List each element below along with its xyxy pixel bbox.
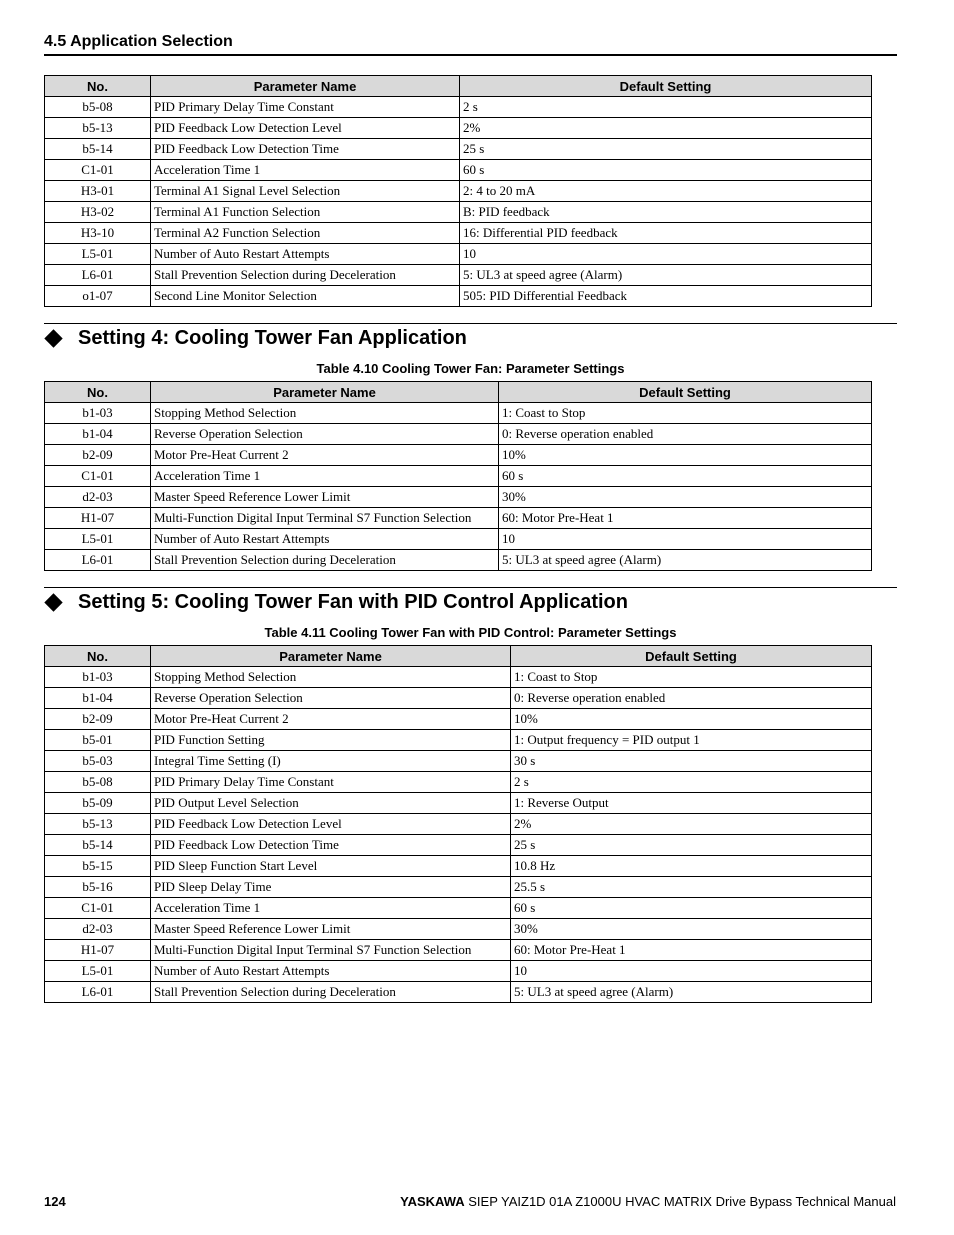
param-number-cell: L6-01 bbox=[45, 550, 151, 571]
default-setting-cell: 30% bbox=[499, 487, 872, 508]
param-number-cell: b5-15 bbox=[45, 856, 151, 877]
default-setting-cell: 0: Reverse operation enabled bbox=[499, 424, 872, 445]
param-number-cell: b1-04 bbox=[45, 688, 151, 709]
param-name-cell: Acceleration Time 1 bbox=[151, 160, 460, 181]
table-row bbox=[45, 508, 872, 529]
table-row bbox=[45, 202, 872, 223]
table-row bbox=[45, 403, 872, 424]
param-number-cell: C1-01 bbox=[45, 160, 151, 181]
param-number-cell: C1-01 bbox=[45, 898, 151, 919]
table-header-row bbox=[45, 382, 872, 403]
table-row bbox=[45, 730, 872, 751]
param-name-cell: Stopping Method Selection bbox=[151, 403, 499, 424]
default-setting-cell: 25 s bbox=[511, 835, 872, 856]
param-number-cell: b2-09 bbox=[45, 445, 151, 466]
param-number-cell: H1-07 bbox=[45, 508, 151, 529]
default-setting-cell: 30% bbox=[511, 919, 872, 940]
column-header-default: Default Setting bbox=[460, 76, 872, 97]
param-number-cell: b1-03 bbox=[45, 403, 151, 424]
param-name-cell: Number of Auto Restart Attempts bbox=[151, 961, 511, 982]
param-number-cell: H3-01 bbox=[45, 181, 151, 202]
parameter-table-4-11 bbox=[44, 645, 872, 1003]
param-name-cell: Acceleration Time 1 bbox=[151, 466, 499, 487]
param-number-cell: b5-13 bbox=[45, 118, 151, 139]
param-number-cell: H1-07 bbox=[45, 940, 151, 961]
default-setting-cell: 5: UL3 at speed agree (Alarm) bbox=[499, 550, 872, 571]
table-row bbox=[45, 223, 872, 244]
default-setting-cell: 2 s bbox=[460, 97, 872, 118]
param-name-cell: PID Function Setting bbox=[151, 730, 511, 751]
footer-manual-title bbox=[400, 1194, 896, 1209]
param-number-cell: b5-09 bbox=[45, 793, 151, 814]
parameter-table-top bbox=[44, 75, 872, 307]
param-name-cell: Master Speed Reference Lower Limit bbox=[151, 487, 499, 508]
table-row bbox=[45, 118, 872, 139]
setting5-heading bbox=[44, 591, 628, 614]
param-number-cell: b5-14 bbox=[45, 835, 151, 856]
table-row bbox=[45, 139, 872, 160]
param-name-cell: Reverse Operation Selection bbox=[151, 424, 499, 445]
param-number-cell: b2-09 bbox=[45, 709, 151, 730]
default-setting-cell: 1: Coast to Stop bbox=[499, 403, 872, 424]
table-row bbox=[45, 856, 872, 877]
default-setting-cell: 5: UL3 at speed agree (Alarm) bbox=[460, 265, 872, 286]
column-header-name: Parameter Name bbox=[151, 76, 460, 97]
column-header-no: No. bbox=[45, 382, 151, 403]
table-row bbox=[45, 97, 872, 118]
param-name-cell: PID Feedback Low Detection Level bbox=[151, 814, 511, 835]
table-row bbox=[45, 961, 872, 982]
param-name-cell: Multi-Function Digital Input Terminal S7 Function Selection bbox=[151, 508, 499, 529]
default-setting-cell: 10% bbox=[499, 445, 872, 466]
table-row bbox=[45, 445, 872, 466]
default-setting-cell: 10 bbox=[511, 961, 872, 982]
setting4-title: Setting 4: Cooling Tower Fan Application bbox=[78, 327, 467, 349]
column-header-no: No. bbox=[45, 646, 151, 667]
param-number-cell: b1-03 bbox=[45, 667, 151, 688]
param-number-cell: b5-16 bbox=[45, 877, 151, 898]
param-name-cell: Multi-Function Digital Input Terminal S7 Function Selection bbox=[151, 940, 511, 961]
default-setting-cell: 60: Motor Pre-Heat 1 bbox=[499, 508, 872, 529]
default-setting-cell: 10.8 Hz bbox=[511, 856, 872, 877]
default-setting-cell: 16: Differential PID feedback bbox=[460, 223, 872, 244]
table-row bbox=[45, 667, 872, 688]
table-row bbox=[45, 793, 872, 814]
table-row bbox=[45, 898, 872, 919]
table-row bbox=[45, 940, 872, 961]
table-row bbox=[45, 919, 872, 940]
param-name-cell: PID Output Level Selection bbox=[151, 793, 511, 814]
diamond-bullet-icon bbox=[44, 329, 62, 347]
param-number-cell: b5-01 bbox=[45, 730, 151, 751]
table-4-10-caption: Table 4.10 Cooling Tower Fan: Parameter Settings bbox=[316, 361, 625, 376]
section-rule bbox=[44, 323, 897, 324]
column-header-name: Parameter Name bbox=[151, 382, 499, 403]
table-header-row bbox=[45, 646, 872, 667]
param-number-cell: L5-01 bbox=[45, 529, 151, 550]
param-name-cell: PID Primary Delay Time Constant bbox=[151, 772, 511, 793]
param-name-cell: PID Feedback Low Detection Time bbox=[151, 139, 460, 160]
param-name-cell: Number of Auto Restart Attempts bbox=[151, 244, 460, 265]
default-setting-cell: 1: Output frequency = PID output 1 bbox=[511, 730, 872, 751]
param-number-cell: b1-04 bbox=[45, 424, 151, 445]
param-number-cell: L5-01 bbox=[45, 961, 151, 982]
default-setting-cell: B: PID feedback bbox=[460, 202, 872, 223]
param-name-cell: PID Sleep Delay Time bbox=[151, 877, 511, 898]
parameter-table-4-10 bbox=[44, 381, 872, 571]
param-name-cell: Motor Pre-Heat Current 2 bbox=[151, 709, 511, 730]
param-number-cell: C1-01 bbox=[45, 466, 151, 487]
column-header-default: Default Setting bbox=[499, 382, 872, 403]
param-name-cell: PID Feedback Low Detection Level bbox=[151, 118, 460, 139]
brand-name: YASKAWA bbox=[400, 1194, 465, 1209]
default-setting-cell: 25.5 s bbox=[511, 877, 872, 898]
table-row bbox=[45, 265, 872, 286]
param-number-cell: b5-08 bbox=[45, 772, 151, 793]
param-number-cell: b5-14 bbox=[45, 139, 151, 160]
table-row bbox=[45, 529, 872, 550]
param-name-cell: PID Sleep Function Start Level bbox=[151, 856, 511, 877]
section-rule bbox=[44, 587, 897, 588]
table-row bbox=[45, 982, 872, 1003]
param-name-cell: Terminal A1 Signal Level Selection bbox=[151, 181, 460, 202]
param-name-cell: Terminal A1 Function Selection bbox=[151, 202, 460, 223]
default-setting-cell: 60: Motor Pre-Heat 1 bbox=[511, 940, 872, 961]
default-setting-cell: 2: 4 to 20 mA bbox=[460, 181, 872, 202]
param-number-cell: b5-08 bbox=[45, 97, 151, 118]
param-number-cell: o1-07 bbox=[45, 286, 151, 307]
default-setting-cell: 2 s bbox=[511, 772, 872, 793]
default-setting-cell: 10 bbox=[460, 244, 872, 265]
table-row bbox=[45, 181, 872, 202]
default-setting-cell: 1: Coast to Stop bbox=[511, 667, 872, 688]
param-name-cell: Reverse Operation Selection bbox=[151, 688, 511, 709]
param-name-cell: Stall Prevention Selection during Deceleration bbox=[151, 982, 511, 1003]
param-number-cell: d2-03 bbox=[45, 487, 151, 508]
default-setting-cell: 25 s bbox=[460, 139, 872, 160]
column-header-name: Parameter Name bbox=[151, 646, 511, 667]
param-name-cell: Stall Prevention Selection during Deceleration bbox=[151, 550, 499, 571]
table-row bbox=[45, 286, 872, 307]
table-4-11-caption: Table 4.11 Cooling Tower Fan with PID Control: Parameter Settings bbox=[264, 625, 677, 640]
default-setting-cell: 10 bbox=[499, 529, 872, 550]
param-name-cell: Acceleration Time 1 bbox=[151, 898, 511, 919]
default-setting-cell: 0: Reverse operation enabled bbox=[511, 688, 872, 709]
setting5-title: Setting 5: Cooling Tower Fan with PID Control Application bbox=[78, 591, 628, 613]
default-setting-cell: 60 s bbox=[511, 898, 872, 919]
setting4-heading bbox=[44, 327, 467, 350]
table-row bbox=[45, 835, 872, 856]
param-name-cell: Master Speed Reference Lower Limit bbox=[151, 919, 511, 940]
param-number-cell: H3-02 bbox=[45, 202, 151, 223]
param-name-cell: Stopping Method Selection bbox=[151, 667, 511, 688]
param-name-cell: Second Line Monitor Selection bbox=[151, 286, 460, 307]
param-name-cell: Stall Prevention Selection during Deceleration bbox=[151, 265, 460, 286]
table-row bbox=[45, 550, 872, 571]
table-header-row bbox=[45, 76, 872, 97]
param-name-cell: Integral Time Setting (I) bbox=[151, 751, 511, 772]
table-row bbox=[45, 487, 872, 508]
default-setting-cell: 60 s bbox=[460, 160, 872, 181]
param-name-cell: Terminal A2 Function Selection bbox=[151, 223, 460, 244]
default-setting-cell: 505: PID Differential Feedback bbox=[460, 286, 872, 307]
param-number-cell: L6-01 bbox=[45, 982, 151, 1003]
diamond-bullet-icon bbox=[44, 593, 62, 611]
table-row bbox=[45, 877, 872, 898]
table-row bbox=[45, 688, 872, 709]
table-row bbox=[45, 244, 872, 265]
default-setting-cell: 30 s bbox=[511, 751, 872, 772]
default-setting-cell: 2% bbox=[511, 814, 872, 835]
section-header: 4.5 Application Selection bbox=[44, 33, 233, 50]
table-row bbox=[45, 709, 872, 730]
param-name-cell: Number of Auto Restart Attempts bbox=[151, 529, 499, 550]
default-setting-cell: 2% bbox=[460, 118, 872, 139]
param-name-cell: PID Feedback Low Detection Time bbox=[151, 835, 511, 856]
param-number-cell: b5-03 bbox=[45, 751, 151, 772]
table-row bbox=[45, 160, 872, 181]
param-number-cell: L6-01 bbox=[45, 265, 151, 286]
param-name-cell: Motor Pre-Heat Current 2 bbox=[151, 445, 499, 466]
page-number: 124 bbox=[44, 1194, 66, 1209]
table-row bbox=[45, 466, 872, 487]
default-setting-cell: 10% bbox=[511, 709, 872, 730]
default-setting-cell: 5: UL3 at speed agree (Alarm) bbox=[511, 982, 872, 1003]
default-setting-cell: 1: Reverse Output bbox=[511, 793, 872, 814]
param-number-cell: H3-10 bbox=[45, 223, 151, 244]
header-rule bbox=[44, 54, 897, 56]
default-setting-cell: 60 s bbox=[499, 466, 872, 487]
column-header-default: Default Setting bbox=[511, 646, 872, 667]
manual-title: SIEP YAIZ1D 01A Z1000U HVAC MATRIX Drive Bypass Technical Manual bbox=[464, 1194, 896, 1209]
table-row bbox=[45, 814, 872, 835]
table-row bbox=[45, 751, 872, 772]
column-header-no: No. bbox=[45, 76, 151, 97]
param-name-cell: PID Primary Delay Time Constant bbox=[151, 97, 460, 118]
table-row bbox=[45, 772, 872, 793]
param-number-cell: d2-03 bbox=[45, 919, 151, 940]
param-number-cell: b5-13 bbox=[45, 814, 151, 835]
table-row bbox=[45, 424, 872, 445]
param-number-cell: L5-01 bbox=[45, 244, 151, 265]
